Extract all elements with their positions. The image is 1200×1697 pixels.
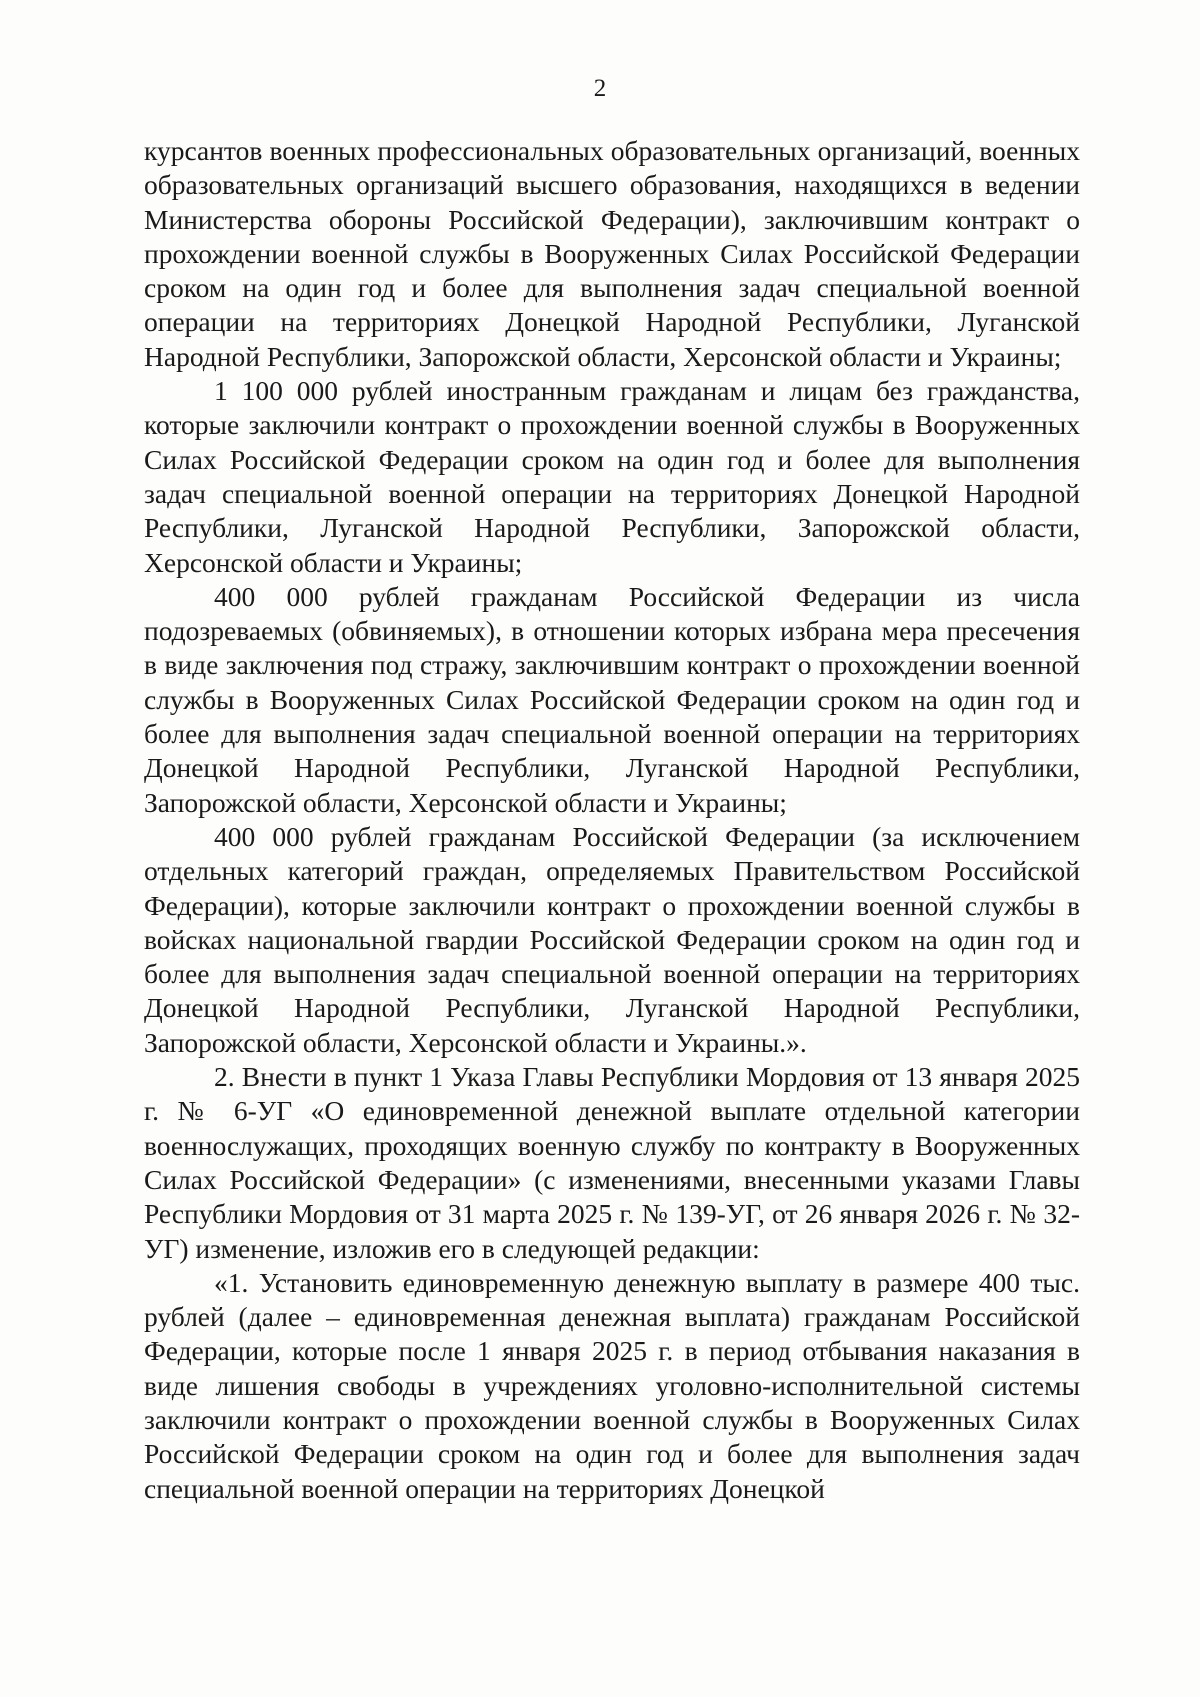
page-number: 2: [593, 75, 607, 102]
document-body: [144, 134, 1080, 1506]
paragraph-amended-item-1: «1. Установить единовременную денежную выплату в размере 400 тыс. рублей (далее – единовременная денежная выплата) гражданам Российской Федерации, которые после 1 января 2025 г. в период отбывания наказания в виде лишения свободы в учреждениях уголовно-исполнительной системы заключили контракт о прохождении военной службы в Вооруженных Силах Российской Федерации сроком на один год и более для выполнения задач специальной военной операции на территориях Донецкой: [144, 1266, 1080, 1504]
paragraph-foreign-citizens: 1 100 000 рублей иностранным гражданам и лицам без гражданства, которые заключили контракт о прохождении военной службы в Вооруженных Силах Российской Федерации сроком на один год и более для выполнения задач специальной военной операции на территориях Донецкой Народной Республики, Луганской Народной Республики, Запорожской области, Херсонской области и Украины;: [144, 375, 1080, 578]
paragraph-amendment-item-2: 2. Внести в пункт 1 Указа Главы Республики Мордовия от 13 января 2025 г. № 6-УГ «О единовременной денежной выплате отдельной категории военнослужащих, проходящих военную службу по контракту в Вооруженных Силах Российской Федерации» (с изменениями, внесенными указами Главы Республики Мордовия от 31 марта 2025 г. № 139-УГ, от 26 января 2026 г. № 32-УГ) изменение, изложив его в следующей редакции:: [144, 1061, 1080, 1264]
paragraph-national-guard: 400 000 рублей гражданам Российской Федерации (за исключением отдельных категорий граждан, определяемых Правительством Российской Федерации), которые заключили контракт о прохождении военной службы в войсках национальной гвардии Российской Федерации сроком на один год и более для выполнения задач специальной военной операции на территориях Донецкой Народной Республики, Луганской Народной Республики, Запорожской области, Херсонской области и Украины.».: [144, 820, 1080, 1058]
paragraph-continuation: курсантов военных профессиональных образовательных организаций, военных образовательных организаций высшего образования, находящихся в ведении Министерства обороны Российской Федерации), заключившим контракт о прохождении военной службы в Вооруженных Силах Российской Федерации сроком на один год и более для выполнения задач специальной военной операции на территориях Донецкой Народной Республики, Луганской Народной Республики, Запорожской области, Херсонской области и Украины;: [144, 135, 1080, 372]
paragraph-suspects: 400 000 рублей гражданам Российской Федерации из числа подозреваемых (обвиняемых), в отношении которых избрана мера пресечения в виде заключения под стражу, заключившим контракт о прохождении военной службы в Вооруженных Силах Российской Федерации сроком на один год и более для выполнения задач специальной военной операции на территориях Донецкой Народной Республики, Луганской Народной Республики, Запорожской области, Херсонской области и Украины;: [144, 580, 1080, 818]
